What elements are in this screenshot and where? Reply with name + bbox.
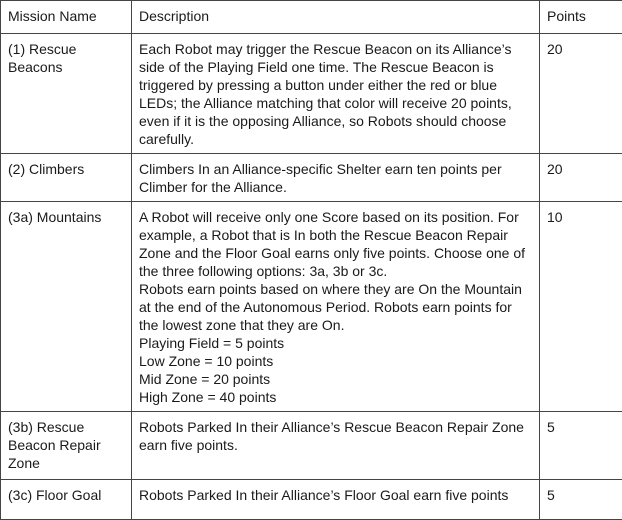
table-row <box>1 480 622 520</box>
description-cell <box>132 480 540 520</box>
description-cell <box>132 154 540 202</box>
description-text: Robots Parked In their Alliance’s Floor Goal earn five points <box>139 486 532 504</box>
points-cell: 10 <box>540 202 622 412</box>
table-row <box>1 34 622 154</box>
description-text: Climbers In an Alliance-specific Shelter earn ten points per Climber for the Alliance. <box>139 160 532 196</box>
description-text: Robots Parked In their Alliance’s Rescue Beacon Repair Zone earn five points. <box>139 418 532 454</box>
table-header-row <box>1 1 622 34</box>
table-row <box>1 202 622 412</box>
description-cell <box>132 34 540 154</box>
header-description: Description <box>132 1 540 34</box>
mission-name-cell: (3b) Rescue Beacon Repair Zone <box>1 412 132 480</box>
description-cell <box>132 202 540 412</box>
header-points: Points <box>540 1 622 34</box>
points-cell: 20 <box>540 34 622 154</box>
score-option: Playing Field = 5 points <box>139 334 532 352</box>
score-option: High Zone = 40 points <box>139 388 532 406</box>
mission-name-cell: (2) Climbers <box>1 154 132 202</box>
description-text: Robots earn points based on where they are On the Mountain at the end of the Autonomous Period. Robots earn points for the lowest zone that they are On. <box>139 280 532 334</box>
mission-name-cell: (1) Rescue Beacons <box>1 34 132 154</box>
description-text: A Robot will receive only one Score based on its position. For example, a Robot that is In both the Rescue Beacon Repair Zone and the Floor Goal earns only five points. Choose one of the three following options: 3a, 3b or 3c. <box>139 208 532 280</box>
mission-name-cell: (3a) Mountains <box>1 202 132 412</box>
table-row <box>1 412 622 480</box>
mission-name-cell: (3c) Floor Goal <box>1 480 132 520</box>
points-cell: 5 <box>540 480 622 520</box>
points-cell: 5 <box>540 412 622 480</box>
score-option: Mid Zone = 20 points <box>139 370 532 388</box>
table-row <box>1 154 622 202</box>
header-mission-name: Mission Name <box>1 1 132 34</box>
score-option: Low Zone = 10 points <box>139 352 532 370</box>
description-cell <box>132 412 540 480</box>
points-cell: 20 <box>540 154 622 202</box>
description-text: Each Robot may trigger the Rescue Beacon on its Alliance’s side of the Playing Field one time. The Rescue Beacon is triggered by pressing a button under either the red or blue LEDs; the Alliance matching that color will receive 20 points, even if it is the opposing Alliance, so Robots should choose carefully. <box>139 40 532 148</box>
